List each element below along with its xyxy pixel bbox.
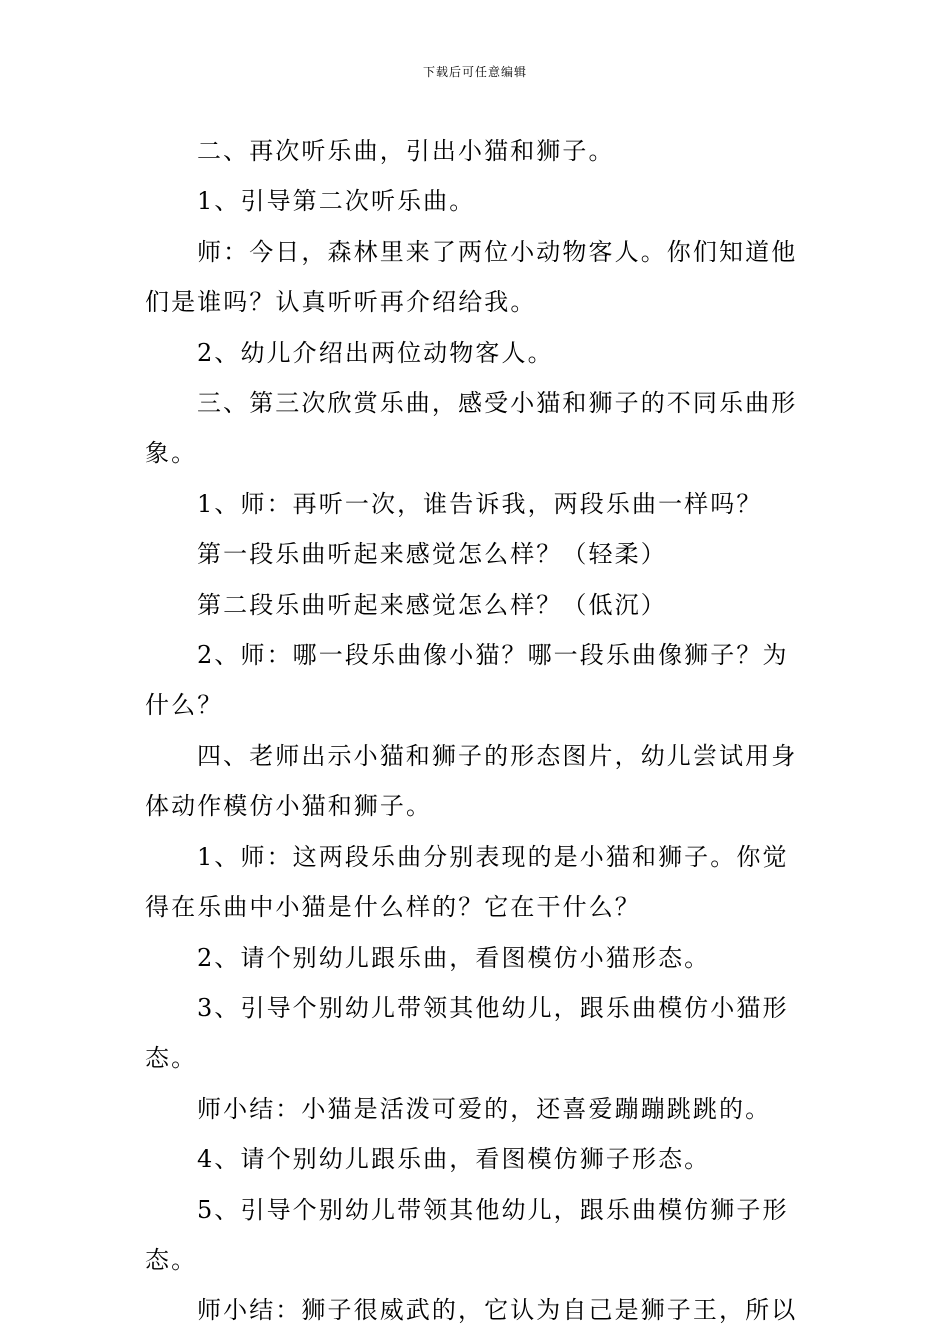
- paragraph: 师：今日，森林里来了两位小动物客人。你们知道他们是谁吗？认真听听再介绍给我。: [145, 237, 798, 317]
- paragraph-section-4-title: 四、老师出示小猫和狮子的形态图片，幼儿尝试用身体动作模仿小猫和狮子。: [145, 741, 798, 821]
- paragraph-summary: 师小结：狮子很威武的，它认为自己是狮子王，所以: [197, 1296, 798, 1325]
- paragraph: 第一段乐曲听起来感觉怎么样？（轻柔）: [197, 540, 667, 569]
- paragraph-section-2-title: 二、再次听乐曲，引出小猫和狮子。: [197, 137, 615, 165]
- paragraph: 3、引导个别幼儿带领其他幼儿，跟乐曲模仿小猫形态。: [145, 993, 789, 1073]
- paragraph: 5、引导个别幼儿带领其他幼儿，跟乐曲模仿狮子形态。: [145, 1195, 789, 1274]
- paragraph: 4、请个别幼儿跟乐曲，看图模仿狮子形态。: [197, 1145, 711, 1174]
- paragraph: 1、引导第二次听乐曲。: [197, 187, 476, 216]
- page-header: 下载后可任意编辑: [422, 65, 527, 79]
- paragraph: 1、师：再听一次，谁告诉我，两段乐曲一样吗？: [197, 489, 763, 518]
- paragraph: 2、幼儿介绍出两位动物客人。: [197, 338, 554, 367]
- paragraph: 1、师：这两段乐曲分别表现的是小猫和狮子。你觉得在乐曲中小猫是什么样的？它在干什么？: [145, 842, 789, 922]
- paragraph-summary: 师小结：小猫是活泼可爱的，还喜爱蹦蹦跳跳的。: [197, 1094, 772, 1123]
- paragraph-section-3-title: 三、第三次欣赏乐曲，感受小猫和狮子的不同乐曲形象。: [145, 389, 798, 468]
- document-body: [145, 126, 807, 1336]
- paragraph: 第二段乐曲听起来感觉怎么样？（低沉）: [197, 590, 667, 619]
- paragraph: 2、师：哪一段乐曲像小猫？哪一段乐曲像狮子？为什么？: [145, 641, 789, 720]
- paragraph: 2、请个别幼儿跟乐曲，看图模仿小猫形态。: [197, 943, 711, 972]
